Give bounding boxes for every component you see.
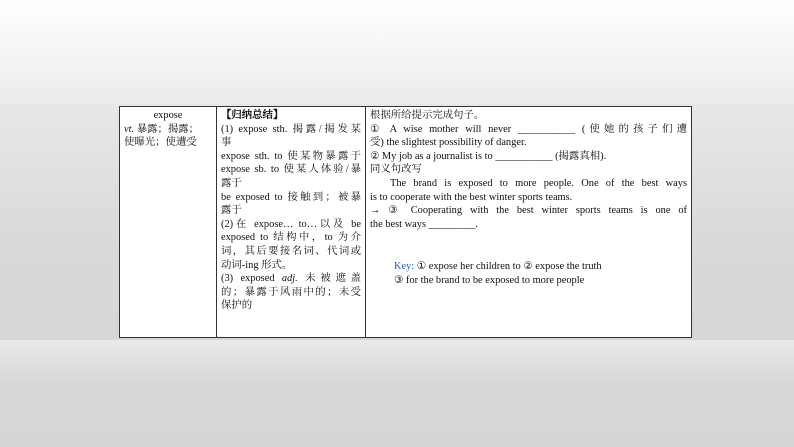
question-2: ② My job as a journalist is to ___________ (揭露真相).: [370, 150, 607, 162]
vocabulary-table: [119, 106, 692, 338]
summary-item-3-line-3: 保护的: [221, 300, 253, 312]
summary-line: expose sb. to 使某人体验/暴: [221, 164, 361, 176]
part-of-speech: vt.: [124, 123, 135, 135]
slide-bottom-band: [0, 340, 794, 447]
answer-key: [394, 260, 687, 274]
meaning-line-1: 暴露；揭露；: [136, 123, 200, 135]
exercise-instruction: 根据所给提示完成句子。: [370, 110, 485, 121]
spacer: [370, 231, 687, 260]
summary-line: 事: [221, 137, 232, 149]
summary-cell: [217, 107, 366, 338]
original-sentence-line-1: The brand is exposed to more people. One of the best ways: [390, 177, 687, 189]
question-3-line-1: → ③ Cooperating with the best winter sports teams is one of: [370, 205, 687, 217]
question-1-line-1: ① A wise mother will never ___________ (使她的孩子们遭: [370, 123, 687, 135]
slide-top-band: [0, 0, 794, 104]
original-sentence-line-2: is to cooperate with the best winter sports teams.: [370, 191, 573, 203]
summary-line: exposed to 结构中，to 为介: [221, 232, 361, 244]
answer-key-line-2: ③ for the brand to be exposed to more people: [394, 275, 585, 287]
summary-line: 动词-ing 形式。: [221, 259, 293, 271]
question-3-line-2: the best ways _________.: [370, 218, 478, 230]
summary-item-3-line-2: 的；暴露于风雨中的；未受: [221, 286, 361, 298]
word-meaning: [124, 123, 212, 137]
summary-item-3: [221, 272, 361, 286]
summary-line: expose sth. to 使某物暴露于: [221, 150, 361, 162]
summary-line: be exposed to 接触到；被暴: [221, 191, 361, 203]
summary-lines: [221, 123, 361, 273]
headword: expose: [153, 110, 183, 121]
rewrite-heading: 同义句改写: [370, 164, 422, 176]
summary-line: 露于: [221, 177, 242, 189]
answer-key-label: Key:: [394, 261, 415, 273]
summary-item-3-rest: 未被遮盖: [297, 273, 361, 285]
summary-item-3-prefix: (3) exposed: [221, 273, 282, 285]
exercise-cell: [366, 107, 692, 338]
question-1-line-2: 受) the slightest possibility of danger.: [370, 137, 527, 149]
word-cell: [120, 107, 217, 338]
meaning-line-2: 使曝光；使遭受: [124, 137, 197, 149]
summary-line: 词，其后要接名词、代词或: [221, 245, 361, 257]
summary-line: (2)在 expose… to…以及 be: [221, 218, 361, 230]
summary-heading: 【归纳总结】: [221, 110, 284, 121]
summary-line: (1) expose sth. 揭露/揭发某: [221, 123, 361, 135]
summary-item-3-pos: adj.: [281, 273, 298, 285]
answer-key-line-1: ① expose her children to ② expose the truth: [414, 261, 602, 273]
summary-line: 露于: [221, 205, 242, 217]
table-row: [120, 107, 692, 338]
